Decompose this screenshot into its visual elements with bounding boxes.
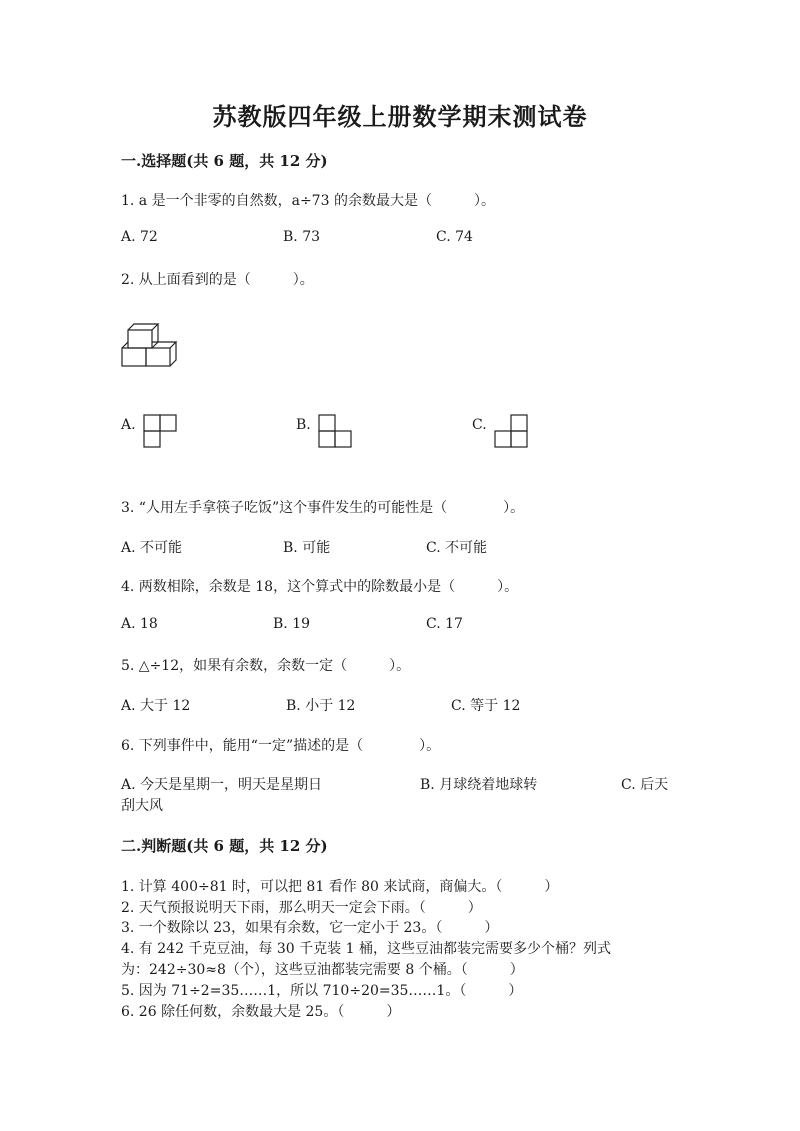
judgement-line-5: 5. 因为 71÷2=35……1，所以 710÷20=35……1。（ ） xyxy=(121,983,523,999)
question-1: 1. a 是一个非零的自然数，a÷73 的余数最大是（ ）。 xyxy=(121,193,495,209)
q5-option-c: C. 等于 12 xyxy=(451,698,521,714)
q5-option-b: B. 小于 12 xyxy=(286,698,356,714)
cube-stack-figure xyxy=(118,318,182,370)
q3-option-a: A. 不可能 xyxy=(121,540,183,556)
q3-option-b: B. 可能 xyxy=(283,540,331,556)
q2-option-c-figure xyxy=(494,414,530,448)
q2-option-a: A. xyxy=(121,417,136,433)
question-5: 5. △÷12，如果有余数，余数一定（ ）。 xyxy=(121,658,411,674)
q6-option-c: C. 后天 xyxy=(621,777,669,793)
q4-option-a: A. 18 xyxy=(121,616,158,632)
section-heading-choice: 一.选择题(共 6 题，共 12 分) xyxy=(121,152,328,170)
q2-option-b: B. xyxy=(296,417,311,433)
section-heading-judgement: 二.判断题(共 6 题，共 12 分) xyxy=(121,837,328,855)
q2-option-a-figure xyxy=(143,414,179,448)
q3-option-c: C. 不可能 xyxy=(426,540,488,556)
judgement-line-6: 6. 26 除任何数，余数最大是 25。（ ） xyxy=(121,1004,401,1020)
question-2: 2. 从上面看到的是（ ）。 xyxy=(121,272,314,288)
q6-option-c-continued: 刮大风 xyxy=(121,798,163,814)
q2-option-c: C. xyxy=(472,417,487,433)
q1-option-a: A. 72 xyxy=(121,229,158,245)
judgement-line-4-continued: 为：242÷30≈8（个），这些豆油都装完需要 8 个桶。（ ） xyxy=(121,962,524,978)
q4-option-c: C. 17 xyxy=(426,616,463,632)
q6-option-b: B. 月球绕着地球转 xyxy=(420,777,538,793)
q1-option-c: C. 74 xyxy=(436,229,473,245)
q2-option-b-figure xyxy=(318,414,354,448)
q6-option-a: A. 今天是星期一，明天是星期日 xyxy=(121,777,323,793)
judgement-line-1: 1. 计算 400÷81 时，可以把 81 看作 80 来试商，商偏大。（ ） xyxy=(121,879,559,895)
judgement-line-4: 4. 有 242 千克豆油，每 30 千克装 1 桶，这些豆油都装完需要多少个桶？列式 xyxy=(121,941,611,957)
judgement-line-3: 3. 一个数除以 23，如果有余数，它一定小于 23。（ ） xyxy=(121,920,499,936)
question-3: 3. “人用左手拿筷子吃饭”这个事件发生的可能性是（ ）。 xyxy=(121,500,525,516)
page-title: 苏教版四年级上册数学期末测试卷 xyxy=(212,102,588,131)
q1-option-b: B. 73 xyxy=(283,229,321,245)
question-4: 4. 两数相除，余数是 18，这个算式中的除数最小是（ ）。 xyxy=(121,579,519,595)
q5-option-a: A. 大于 12 xyxy=(121,698,191,714)
judgement-line-2: 2. 天气预报说明天下雨，那么明天一定会下雨。（ ） xyxy=(121,900,482,916)
q4-option-b: B. 19 xyxy=(273,616,311,632)
question-6: 6. 下列事件中，能用“一定”描述的是（ ）。 xyxy=(121,738,441,754)
